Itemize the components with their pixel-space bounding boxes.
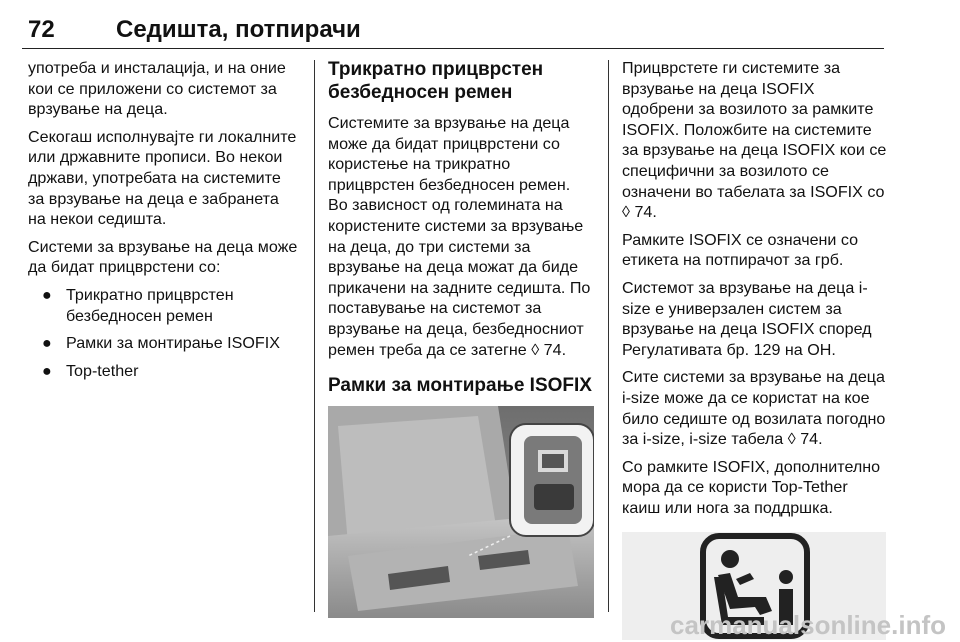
bullet-icon: ●: [42, 334, 52, 353]
list-item-text: Рамки за монтирање ISOFIX: [66, 334, 280, 353]
paragraph-text: Прицврстете ги системите за врзување на деца ISOFIX одобрени за возилото за рамките ISOFIX. Положбите на системите за врзување на деца ISOFIX кои се специфични за возилото се означени во табелата за ISOFIX со: [622, 59, 887, 201]
paragraph: Рамките ISOFIX се означени со етикета на потпирачот за грб.: [622, 230, 859, 270]
reference-arrow-icon: ◊: [622, 203, 630, 222]
reference-arrow-icon: ◊: [787, 430, 796, 449]
section-heading: Рамки за монтирање ISOFIX: [328, 375, 592, 397]
rear-seat-isofix-photo: [328, 406, 594, 618]
page-title: Седишта, потпирачи: [116, 16, 361, 43]
paragraph: употреба и инсталација, и на оние кои се приложени со системот за врзување на деца.: [28, 59, 286, 119]
paragraph: Системи за врзување на деца може да бидат прицврстени со:: [28, 237, 298, 277]
attachment-list: [28, 285, 300, 381]
column-right: [622, 58, 888, 640]
paragraph: [622, 58, 888, 223]
section-heading: Трикратно прицврстен безбедносен ремен: [328, 59, 544, 103]
column-left: [28, 58, 300, 388]
paragraph: [622, 367, 888, 449]
page-reference: 74.: [800, 430, 823, 449]
photo-illustration: [328, 406, 594, 618]
bullet-icon: ●: [42, 285, 52, 304]
page-header: [22, 0, 884, 49]
list-item: [28, 361, 300, 382]
page-reference: 74.: [634, 203, 657, 222]
bullet-icon: ●: [42, 361, 52, 380]
list-item-text: Трикратно прицврстен безбедносен ремен: [66, 285, 234, 325]
paragraph: Секогаш исполнувајте ги локалните или државните прописи. Во некои држави, употребата на системите за врзување на деца е забранета на некои седишта.: [28, 127, 297, 229]
list-item: [28, 285, 300, 326]
paragraph: Со рамките ISOFIX, дополнително мора да се користи Top-Tether каиш или нога за поддршка.: [622, 457, 881, 517]
column-divider: [608, 60, 609, 612]
reference-arrow-icon: ◊: [531, 340, 540, 359]
list-item-text: Top-tether: [66, 361, 139, 380]
paragraph-text: Сите системи за врзување на деца i-size може да се користат на кое било седиште од возилата погодно за i-size, i-size табела: [622, 368, 886, 449]
paragraph: Системот за врзување на деца i-size е универзален систем за врзување на деца ISOFIX според Регулативата бр. 129 на ОН.: [622, 278, 872, 359]
column-divider: [314, 60, 315, 612]
paragraph-text: Системите за врзување на деца може да бидат прицврстени со користење на трикратно прицврстен безбедносен ремен. Во зависност од големината на користените системи за врзување на деца, до три системи за врзување на деца можат да биде прикачени на задните седишта. По поставувањe на системот за врзување на деца, безбедносниот ремен треба да се затегне: [328, 114, 591, 359]
page-number: 72: [28, 16, 55, 43]
paragraph: [328, 113, 594, 360]
list-item: [28, 333, 300, 354]
column-middle: [328, 58, 594, 618]
watermark: carmanualsonline.info: [670, 610, 946, 640]
page-reference: 74.: [543, 340, 567, 359]
